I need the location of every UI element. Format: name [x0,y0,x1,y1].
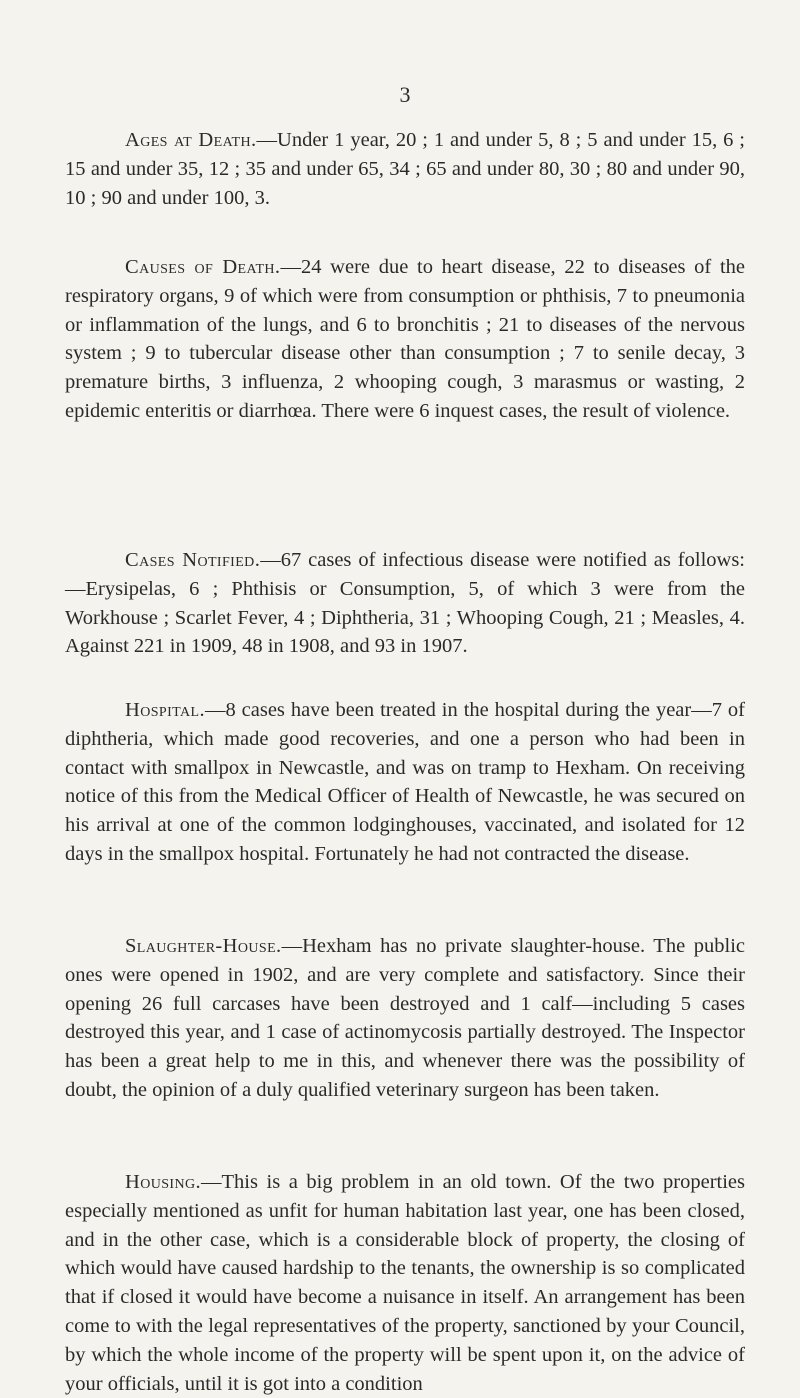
section-heading-slaughter-house: Slaughter-House. [125,935,282,957]
paragraph-ages-at-death [65,126,745,212]
paragraph-slaughter-house [65,932,745,1105]
section-body-housing: —This is a big problem in an old town. Of the two properties especially mentioned as unfit for human habitation last year, one has been closed, and in the other case, which is a considerable block of property, the closing of which would have caused hardship to the tenants, the ownership is so complicated that if closed it would have become a nuisance in itself. An arrangement has been come to with the legal representatives of the property, sanctioned by your Council, by which the whole income of the property will be spent upon it, on the advice of your officials, until it is got into a condition [65,1171,745,1395]
paragraph-hospital [65,696,745,869]
section-heading-ages-at-death: Ages at Death. [125,129,257,151]
paragraph-housing [65,1168,745,1398]
paragraph-cases-notified [65,546,745,661]
section-body-slaughter-house: —Hexham has no private slaughter-house. The public ones were opened in 1902, and are very complete and satisfactory. Since their opening 26 full carcases have been destroyed and 1 calf—including 5 cases destroyed this year, and 1 case of actinomycosis partially destroyed. The Inspector has been a great help to me in this, and whenever there was the possibility of doubt, the opinion of a duly qualified veterinary surgeon has been taken. [65,935,745,1101]
paragraph-causes-of-death [65,253,745,426]
section-body-ages-at-death: —Under 1 year, 20 ; 1 and under 5, 8 ; 5 and under 15, 6 ; 15 and under 35, 12 ; 35 and under 65, 34 ; 65 and under 80, 30 ; 80 and under 90, 10 ; 90 and under 100, 3. [65,129,745,209]
section-heading-housing: Housing. [125,1171,202,1193]
section-heading-cases-notified: Cases Notified. [125,549,261,571]
section-heading-causes-of-death: Causes of Death. [125,256,281,278]
section-body-causes-of-death: —24 were due to heart disease, 22 to diseases of the respiratory organs, 9 of which were from consumption or phthisis, 7 to pneumonia or inflammation of the lungs, and 6 to bronchitis ; 21 to diseases of the nervous system ; 9 to tubercular disease other than consumption ; 7 to senile decay, 3 premature births, 3 influenza, 2 whooping cough, 3 marasmus or wasting, 2 epidemic enteritis or diarrhœa. There were 6 inquest cases, the result of violence. [65,256,745,422]
section-body-cases-notified: —67 cases of infectious disease were notified as follows:—Erysipelas, 6 ; Phthisis or Consumption, 5, of which 3 were from the Workhouse ; Scarlet Fever, 4 ; Diphtheria, 31 ; Whooping Cough, 21 ; Measles, 4. Against 221 in 1909, 48 in 1908, and 93 in 1907. [65,549,745,658]
section-heading-hospital: Hospital. [125,699,205,721]
section-body-hospital: —8 cases have been treated in the hospital during the year—7 of diphtheria, which made good recoveries, and one a person who had been in contact with smallpox in Newcastle, and was on tramp to Hexham. On receiving notice of this from the Medical Officer of Health of Newcastle, he was secured on his arrival at one of the common lodginghouses, vaccinated, and isolated for 12 days in the smallpox hospital. Fortunately he had not contracted the disease. [65,699,745,865]
page-number: 3 [399,82,411,107]
